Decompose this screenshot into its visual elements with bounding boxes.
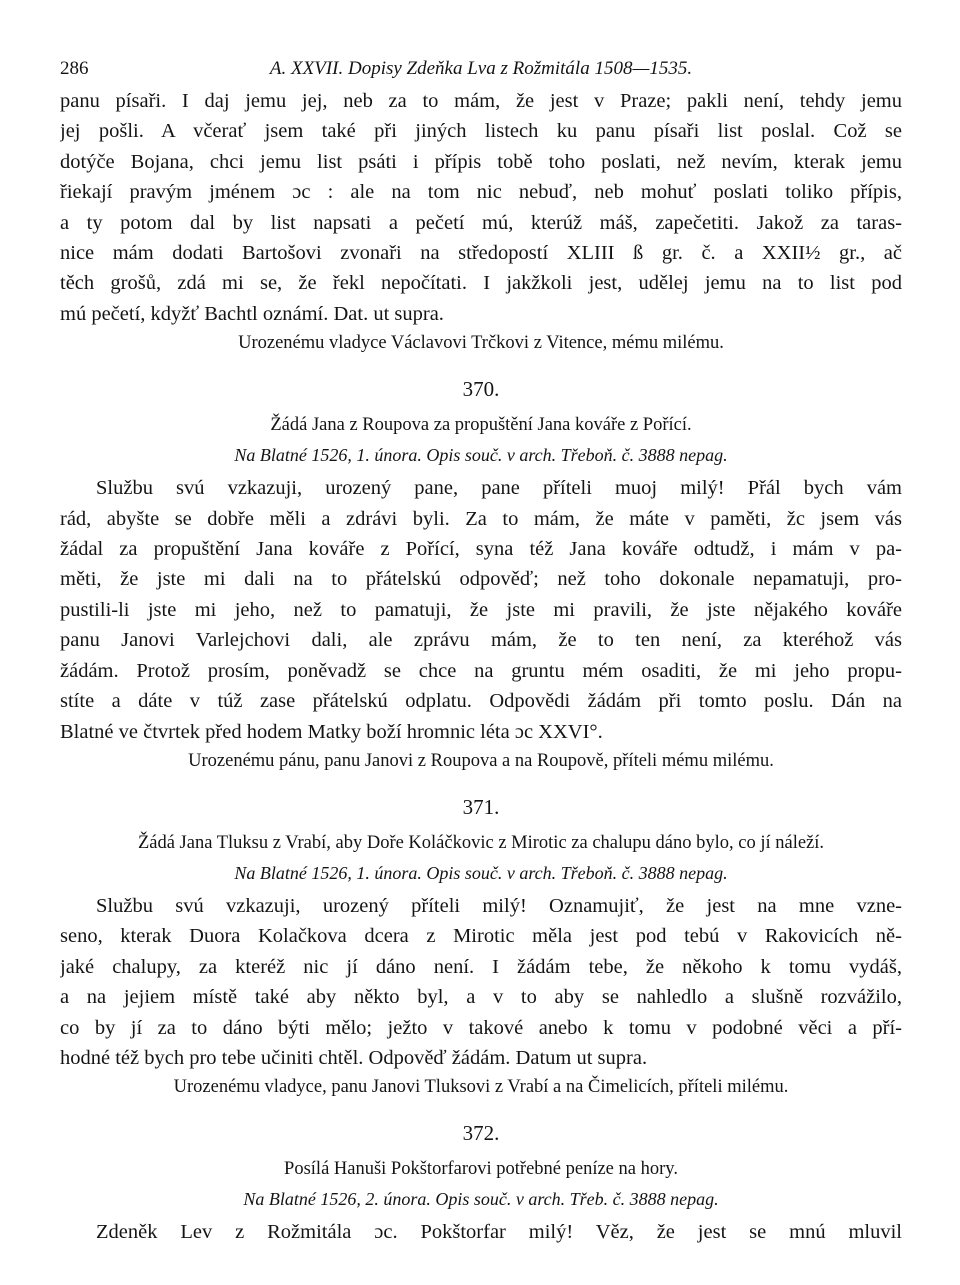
document-source: Na Blatné 1526, 2. února. Opis souč. v arch. Třeb. č. 3888 nepag.: [243, 1189, 719, 1210]
page-number: 286: [60, 58, 89, 79]
letter-address: Urozenému vladyce, panu Janovi Tluksovi z Vrabí a na Čimelicích, příteli milému.: [173, 1077, 789, 1098]
document-heading: Žádá Jana Tluksu z Vrabí, aby Doře Koláčkovic z Mirotic za chalupu dáno bylo, co jí náleží.: [137, 832, 825, 853]
text-line: co by jí za to dáno býti mělo; ježto v takové anebo k tomu v podobné věci a pří-: [60, 1016, 902, 1039]
document-number: 371.: [462, 794, 500, 819]
text-line: pustili-li jste mi jeho, než to pamatuji, že jste mi pravili, že jste nějakého kováře: [60, 598, 902, 621]
text-line: měti, že jste mi dali na to přátelskú odpověď; než toho dokonale nepamatuji, pro-: [60, 568, 902, 591]
running-title: A. XXVII. Dopisy Zdeňka Lva z Rožmitála 1508—1535.: [269, 58, 693, 79]
text-line: jaké chalupy, za kteréž nic jí dáno není. I žádám tebe, že někoho k tomu vydáš,: [60, 955, 902, 978]
document-text: [60, 891, 902, 1073]
document-371: [60, 793, 902, 1101]
letter-address: Urozenému vladyce Václavovi Trčkovi z Vitence, mému milému.: [238, 333, 724, 354]
text-line: Blatné ve čtvrtek před hodem Matky boží hromnic léta ɔc XXVI°.: [60, 720, 603, 743]
document-heading: Žádá Jana z Roupova za propuštění Jana kováře z Pořící.: [270, 415, 692, 436]
text-line: nice mám dodati Bartošovi zvonaři na středopostí XLIII ß gr. č. a XXII½ gr., ač: [60, 242, 902, 265]
document-source: Na Blatné 1526, 1. února. Opis souč. v arch. Třeboň. č. 3888 nepag.: [234, 445, 728, 466]
text-line: těch grošů, zdá mi se, že řekl nepočítati. I jakžkoli jest, udělej jemu na to list pod: [60, 272, 902, 295]
text-line: Zdeněk Lev z Rožmitála ɔc. Pokštorfar milý! Věz, že jest se mnú mluvil: [96, 1221, 902, 1244]
text-line: a ty potom dal by list napsati a pečetí mú, kterúž máš, zapečetiti. Jakož za taras-: [60, 211, 902, 234]
text-line: rád, abyšte se dobře měli a zdrávi byli. Za to mám, že máte v paměti, žc jsem vás: [60, 507, 902, 530]
text-line: jej pošli. A včerať jsem také při jiných listech ku panu písaři list poslal. Což se: [60, 120, 902, 143]
text-line: dotýče Bojana, chci jemu list psáti i přípis tobě toho poslati, než nevím, kterak jemu: [60, 150, 902, 173]
text-line: řiekají pravým jménem ɔc : ale na tom nic nebuď, neb mohuť poslati toliko přípis,: [60, 181, 902, 204]
text-line: žádal za propuštění Jana kováře z Pořící, syna též Jana kováře odtudž, i mám v pa-: [60, 538, 902, 561]
page: [60, 52, 902, 1248]
running-head: [60, 52, 902, 86]
document-number: 372.: [462, 1121, 500, 1146]
letter-address: Urozenému pánu, panu Janovi z Roupova a na Roupově, příteli mému milému.: [188, 750, 774, 771]
document-source: Na Blatné 1526, 1. února. Opis souč. v arch. Třeboň. č. 3888 nepag.: [234, 862, 728, 883]
document-370: [60, 375, 902, 775]
document-text: [60, 473, 902, 747]
text-line: Službu svú vzkazuji, urozený pane, pane příteli muoj milý! Přál bych vám: [96, 477, 902, 500]
text-line: stíte a dáte v túž zase přátelskú odplatu. Odpovědi žádám při tomto poslu. Dán na: [60, 690, 902, 713]
text-line: a na jejiem místě také aby někto byl, a v to aby se nahledlo a slušně rozvážilo,: [60, 986, 902, 1009]
text-line: panu Janovi Varlejchovi dali, ale zprávu mám, že to ten není, za kteréhož vás: [60, 629, 902, 652]
text-line: Službu svú vzkazuji, urozený příteli milý! Oznamujiť, že jest na mne vzne-: [96, 894, 902, 917]
document-text: [60, 1217, 902, 1247]
text-line: mú pečetí, kdyžť Bachtl oznámí. Dat. ut supra.: [60, 302, 444, 325]
text-line: hodné též bych pro tebe učiniti chtěl. Odpověď žádám. Datum ut supra.: [60, 1046, 648, 1069]
text-line: žádám. Protož prosím, poněvadž se chce na gruntu mém osaditi, že mi jeho propu-: [60, 659, 902, 682]
continuation-text: [60, 86, 902, 329]
document-heading: Posílá Hanuši Pokštorfarovi potřebné peníze na hory.: [284, 1159, 678, 1180]
text-line: panu písaři. I daj jemu jej, neb za to mám, že jest v Praze; pakli není, tehdy jemu: [60, 90, 902, 112]
document-number: 370.: [462, 377, 500, 402]
text-line: seno, kterak Duora Kolačkova dcera z Mirotic měla jest pod tebú v Rakovicích ně-: [60, 925, 902, 948]
document-372: [60, 1119, 902, 1247]
